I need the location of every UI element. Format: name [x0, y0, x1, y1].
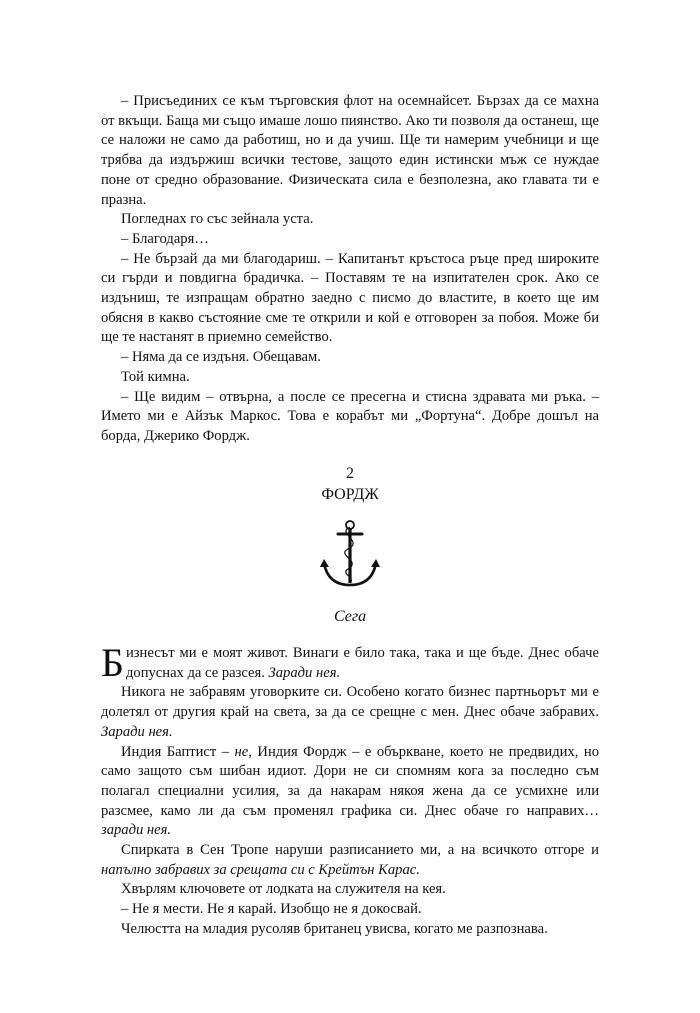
previous-chapter-ending [101, 92, 599, 447]
paragraph: – Ще видим – отвърна, а после се пресегна и стисна здравата ми ръка. – Името ми е Айзък Маркос. Това е корабът ми „Фортуна“. Добре дошъл на борда, Джерико Фордж. [101, 388, 599, 444]
paragraph [101, 841, 599, 880]
paragraph [101, 640, 599, 685]
chapter-body [101, 640, 599, 940]
paragraph: Челюстта на младия русоляв британец увисва, когато ме разпознава. [121, 920, 548, 937]
emphasis: не, [234, 743, 252, 760]
paragraph [101, 683, 599, 742]
emphasis: напълно забравих за срещата си с Крейтън Карас. [101, 861, 420, 878]
paragraph: Погледнах го със зейнала уста. [121, 211, 314, 228]
paragraph: – Благодаря… [121, 230, 209, 247]
emphasis: Заради нея. [101, 723, 173, 740]
chapter-subtitle: Сега [333, 608, 367, 625]
paragraph: – Не бързай да ми благодариш. – Капитанът кръстоса ръце пред широките си гърди и повдигна брадичка. – Поставям те на изпитателен срок. Ако се издъниш, те изпращам обратно заедно с писмо до властите, в което ще им обясня в какво състояние сме те открили и кой е отговорен за побоя. Може би ще те настанят в приемно семейство. [101, 250, 599, 346]
paragraph: – Присъединих се към търговския флот на осемнайсет. Бързах да се махна от вкъщи. Баща ми също имаше лошо пиянство. Ако ти позволя да останеш, ще се наложи не само да работиш, но и да учиш. Ще ти намерим учебници и ще трябва да издържиш всички тестове, защото един истински мъж се нуждае поне от средно образование. Физическата сила е безполезна, ако главата ти е празна. [101, 93, 599, 208]
drop-cap: Б [101, 640, 124, 685]
paragraph: – Няма да се издъня. Обещавам. [121, 349, 321, 366]
paragraph-text: изнесът ми е моят живот. Винаги е било така, така и ще бъде. Днес обаче допуснах да се разсея. [125, 645, 599, 681]
paragraph-text: Спирката в Сен Тропе наруши разписанието ми, а на всичкото отгоре и [121, 842, 599, 859]
emphasis: Заради нея. [268, 664, 341, 681]
paragraph-text: Индия Баптист – [121, 743, 235, 760]
paragraph-text: Индия Фордж – е объркване, което не предвидих, но само защото съм шибан идиот. Дори не си спомням кога за последно съм полагал специални усилия, за да накарам някоя жена да се усмихне или разсмее, камо ли да съм променял графика си. Днес обаче го направих… [101, 743, 599, 819]
anchor-icon [318, 519, 382, 591]
emphasis: заради нея. [101, 822, 172, 839]
chapter-number: 2 [346, 465, 354, 482]
paragraph: Хвърлям ключовете от лодката на служителя на кея. [121, 881, 446, 898]
paragraph: – Не я мести. Не я карай. Изобщо не я докосвай. [121, 901, 422, 918]
chapter-title: ФОРДЖ [321, 486, 379, 503]
paragraph-text: Никога не забравям уговорките си. Особено когато бизнес партньорът ми е долетял от другия край на света, за да се срещне с мен. Днес обаче забравих. [101, 684, 599, 721]
paragraph [101, 743, 599, 842]
paragraph: Той кимна. [121, 368, 190, 385]
